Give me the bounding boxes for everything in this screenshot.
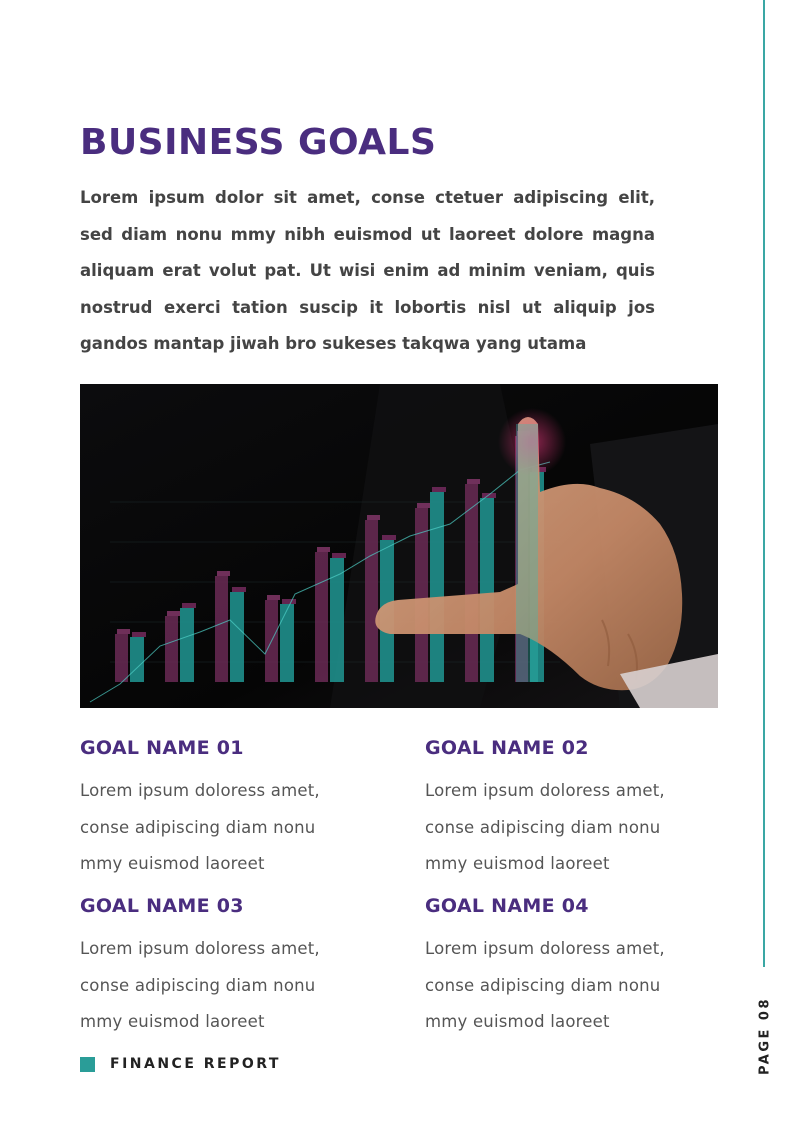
photo-bar-cap (282, 599, 296, 604)
photo-bar-cap (432, 487, 446, 492)
photo-bar-cap (317, 547, 330, 552)
goal-item-04 (425, 893, 725, 1041)
right-margin-rule (763, 0, 765, 967)
goal-description: Lorem ipsum doloress amet, conse adipiscing diam nonu mmy euismod laoreet (80, 939, 320, 1031)
photo-bar-magenta (365, 520, 378, 682)
goal-title: GOAL NAME 03 (80, 895, 244, 917)
page-number-text: PAGE 08 (757, 996, 773, 1076)
intro-paragraph: Lorem ipsum dolor sit amet, conse ctetuer adipiscing elit, sed diam nonu mmy nibh euismod ut laoreet dolore magna aliquam erat volut pat. Ut wisi enim ad minim veniam, quis nostrud exerci tation suscip it lobortis nisl ut aliquip jos gandos mantap jiwah bro sukeses takqwa yang utama (80, 188, 655, 353)
growth-chart-photo (80, 384, 718, 708)
photo-bar-cap (232, 587, 246, 592)
goal-item-02 (425, 735, 725, 883)
photo-bar-teal (280, 604, 294, 682)
photo-bar-magenta (465, 484, 478, 682)
footer-accent-square (80, 1057, 95, 1072)
goal-title: GOAL NAME 02 (425, 737, 589, 759)
photo-bar-cap (117, 629, 130, 634)
photo-bar-cap (382, 535, 396, 540)
photo-bar-cap (167, 611, 180, 616)
photo-bar-magenta (115, 634, 128, 682)
photo-bar-cap (217, 571, 230, 576)
highlight-bar (516, 424, 538, 682)
photo-bar-cap (417, 503, 430, 508)
photo-bar-teal (480, 498, 494, 682)
photo-bar-cap (467, 479, 480, 484)
photo-bar-magenta (315, 552, 328, 682)
photo-bar-teal (180, 608, 194, 682)
photo-bar-teal (330, 558, 344, 682)
photo-bar-cap (332, 553, 346, 558)
goal-item-01 (80, 735, 380, 883)
photo-bar-cap (182, 603, 196, 608)
goal-description: Lorem ipsum doloress amet, conse adipiscing diam nonu mmy euismod laoreet (425, 781, 665, 873)
photo-bar-cap (267, 595, 280, 600)
goal-description: Lorem ipsum doloress amet, conse adipiscing diam nonu mmy euismod laoreet (425, 939, 665, 1031)
page-title: BUSINESS GOALS (80, 122, 437, 163)
goal-title: GOAL NAME 01 (80, 737, 244, 759)
photo-bar-magenta (215, 576, 228, 682)
photo-bar-teal (130, 637, 144, 682)
goal-description: Lorem ipsum doloress amet, conse adipiscing diam nonu mmy euismod laoreet (80, 781, 320, 873)
photo-bar-teal (230, 592, 244, 682)
photo-bar-cap (482, 493, 496, 498)
photo-bar-cap (132, 632, 146, 637)
goal-title: GOAL NAME 04 (425, 895, 589, 917)
photo-bar-cap (367, 515, 380, 520)
photo-bar-teal (430, 492, 444, 682)
footer-label: FINANCE REPORT (110, 1056, 281, 1072)
photo-bar-magenta (165, 616, 178, 682)
goal-item-03 (80, 893, 380, 1041)
hero-image (80, 384, 718, 708)
